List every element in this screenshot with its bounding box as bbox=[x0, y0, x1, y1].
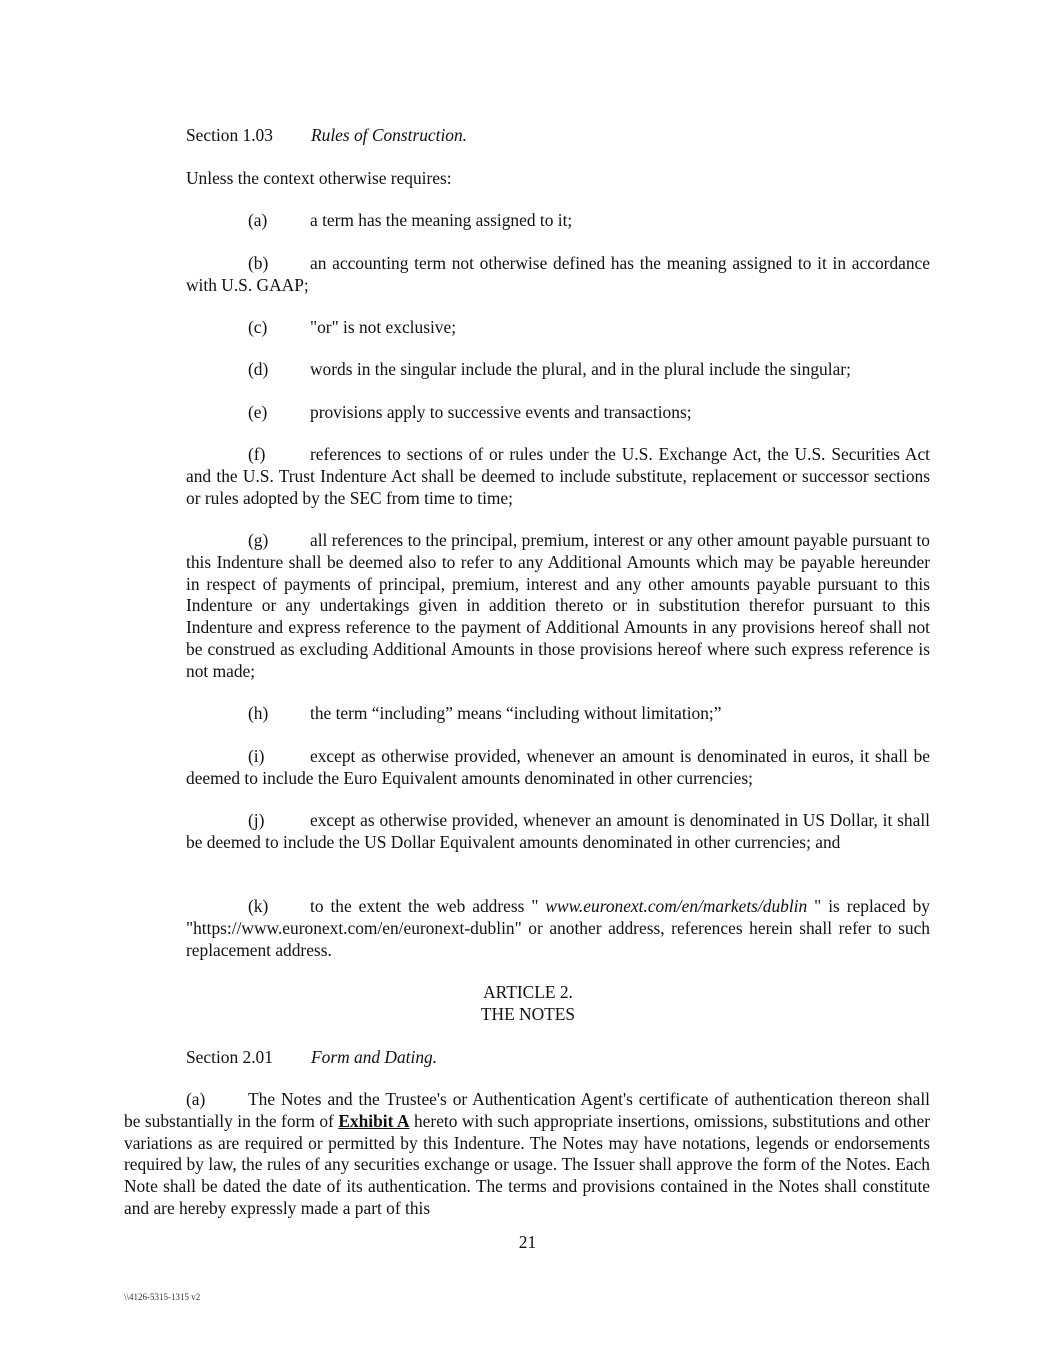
list-item bbox=[186, 746, 930, 790]
item-label: (i) bbox=[248, 746, 265, 766]
item-label: (g) bbox=[248, 530, 269, 550]
article-title: THE NOTES bbox=[480, 1003, 576, 1024]
exhibit-a-reference[interactable]: Exhibit A bbox=[338, 1110, 410, 1131]
paragraph-text-post: hereto with such appropriate insertions, omissions, substitutions and other variations as are required or permitted by this Indenture. The Notes may have notations, legends or endorsements required by law, the rules of any securities exchange or usage. The Issuer shall approve the form of the Notes. Each Note shall be dated the date of its authentication. The terms and provisions contained in the Notes shall constitute and are hereby expressly made a part of this bbox=[124, 1110, 930, 1218]
list-item bbox=[186, 359, 930, 381]
intro-text: Unless the context otherwise requires: bbox=[186, 168, 452, 188]
document-id: \\4126-5315-1315 v2 bbox=[124, 1292, 201, 1302]
item-text: all references to the principal, premium, interest or any other amount payable pursuant to this Indenture shall be deemed also to refer to any Additional Amounts which may be payable hereunder in respect of payments of principal, premium, interest and any other amounts payable pursuant to this Indenture or any undertakings given in addition thereto or in substitution therefor pursuant to this Indenture and express reference to the payment of Additional Amounts in any provisions hereof shall not be construed as excluding Additional Amounts in those provisions hereof where such express reference is not made; bbox=[186, 530, 930, 681]
item-text: except as otherwise provided, whenever an amount is denominated in euros, it shall be deemed to include the Euro Equivalent amounts denominated in other currencies; bbox=[186, 746, 930, 788]
section-number: Section 1.03 bbox=[186, 125, 273, 145]
item-text: words in the singular include the plural, and in the plural include the singular; bbox=[310, 359, 851, 379]
item-text-post: " is replaced by "https://www.euronext.com/en/euronext-dublin" or another address, references herein shall refer to such replacement address. bbox=[186, 896, 931, 960]
list-item bbox=[186, 317, 930, 339]
item-text: provisions apply to successive events and transactions; bbox=[310, 402, 692, 422]
list-item bbox=[186, 402, 930, 424]
item-text: a term has the meaning assigned to it; bbox=[310, 210, 573, 230]
list-item bbox=[186, 530, 930, 683]
item-text: an accounting term not otherwise defined has the meaning assigned to it in accordance with U.S. GAAP; bbox=[186, 253, 930, 295]
section-1-03-heading bbox=[186, 125, 930, 147]
item-label: (h) bbox=[248, 703, 269, 723]
item-text: except as otherwise provided, whenever an amount is denominated in US Dollar, it shall be deemed to include the US Dollar Equivalent amounts denominated in other currencies; and bbox=[186, 810, 930, 852]
paragraph-label: (a) bbox=[186, 1089, 206, 1109]
section-2-01-heading bbox=[186, 1047, 930, 1069]
list-item bbox=[186, 444, 930, 509]
item-text: "or" is not exclusive; bbox=[310, 317, 457, 337]
item-label: (e) bbox=[248, 402, 268, 422]
article-number: ARTICLE 2. bbox=[483, 982, 573, 1002]
item-text: the term “including” means “including without limitation;” bbox=[310, 703, 722, 723]
section-title: Rules of Construction. bbox=[311, 125, 468, 145]
item-text-pre: to the extent the web address " bbox=[310, 896, 546, 916]
article-heading bbox=[186, 982, 870, 1026]
list-item bbox=[186, 210, 930, 232]
list-item bbox=[186, 703, 930, 725]
item-label: (c) bbox=[248, 317, 268, 337]
item-label: (f) bbox=[248, 444, 266, 464]
list-item bbox=[186, 896, 930, 961]
paragraph-text-pre: The Notes and the Trustee's or Authentication Agent's certificate of authentication thereon shall be substantially in the form of bbox=[124, 1089, 930, 1131]
item-label: (d) bbox=[248, 359, 269, 379]
item-label: (b) bbox=[248, 253, 269, 273]
list-item bbox=[186, 810, 930, 854]
page-number: 21 bbox=[518, 1232, 537, 1252]
item-label: (j) bbox=[248, 810, 265, 830]
form-and-dating-paragraph bbox=[124, 1089, 930, 1220]
item-label: (k) bbox=[248, 896, 269, 916]
section-number: Section 2.01 bbox=[186, 1047, 273, 1067]
item-label: (a) bbox=[248, 210, 268, 230]
item-text: references to sections of or rules under the U.S. Exchange Act, the U.S. Securities Act and the U.S. Trust Indenture Act shall be deemed to include substitute, replacement or successor sections or rules adopted by the SEC from time to time; bbox=[186, 444, 930, 508]
list-item bbox=[186, 253, 930, 297]
web-address-link[interactable]: www.euronext.com/en/markets/dublin bbox=[545, 896, 808, 916]
section-title: Form and Dating. bbox=[311, 1047, 438, 1067]
